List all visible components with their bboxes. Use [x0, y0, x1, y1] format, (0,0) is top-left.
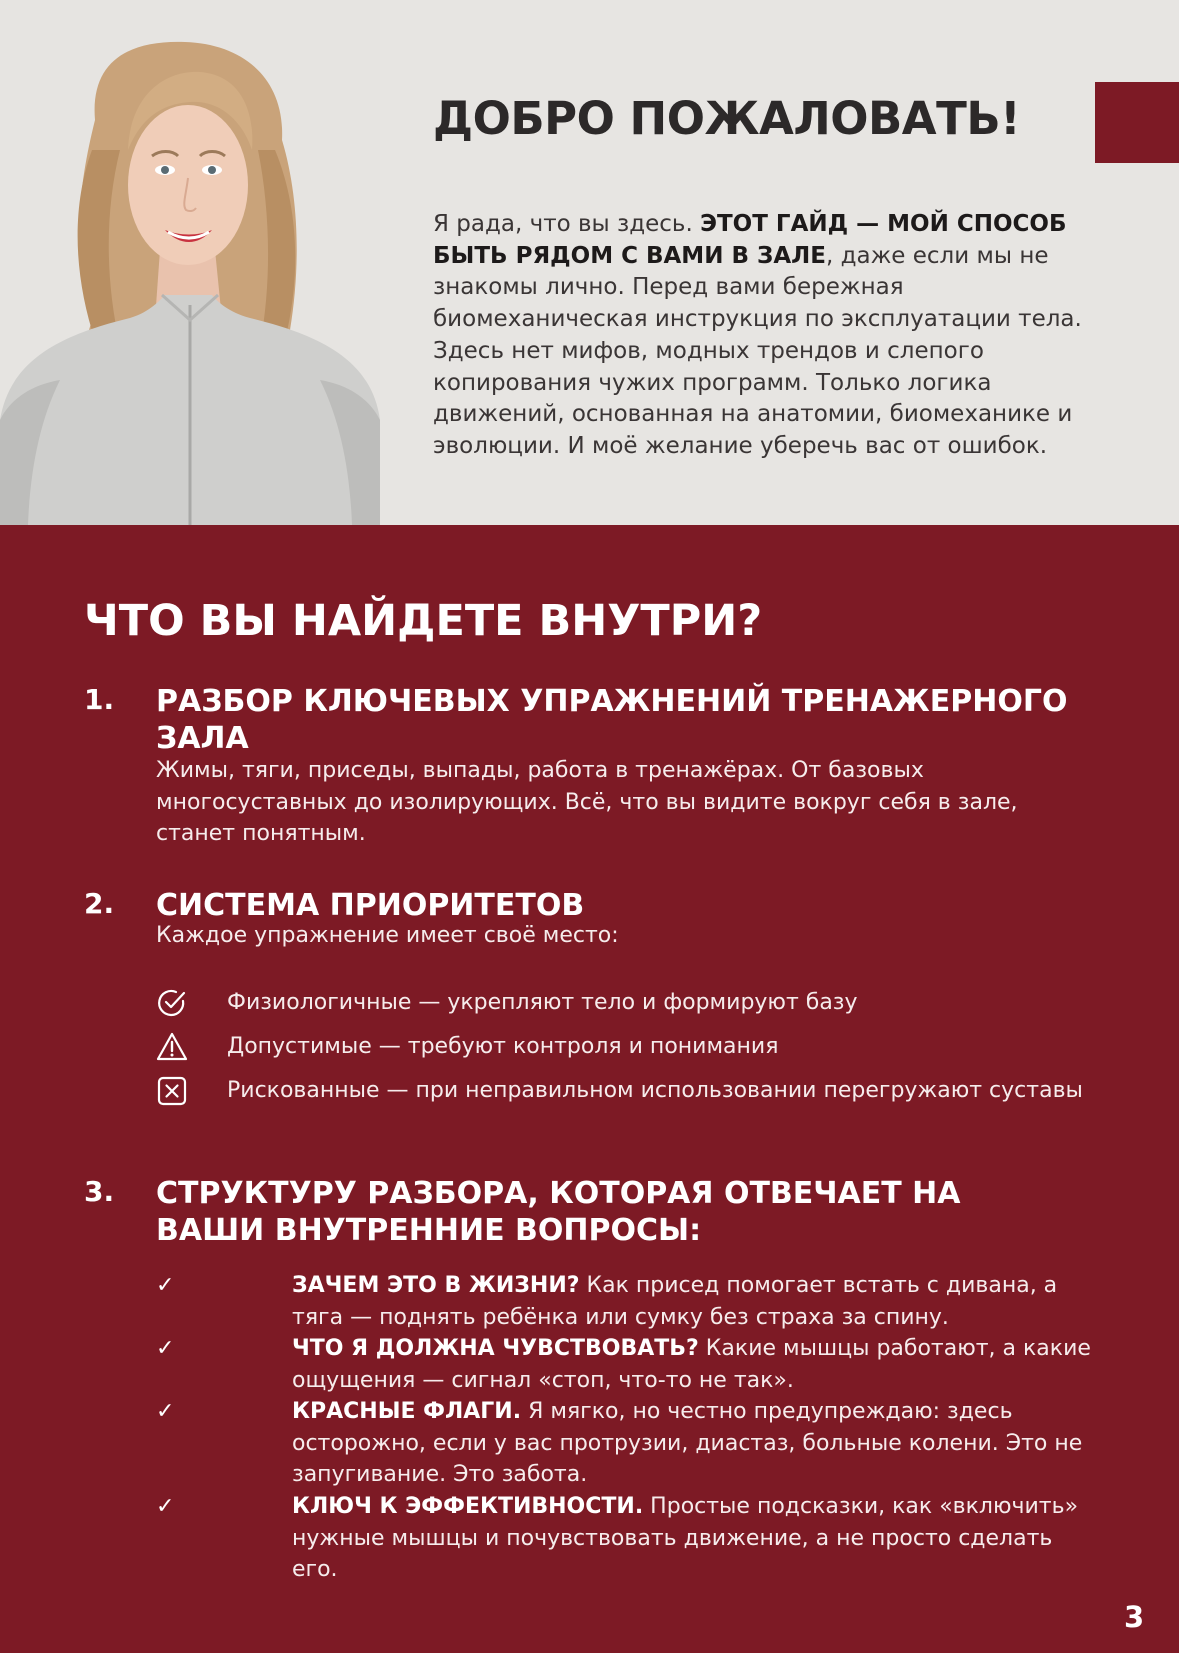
section-text: Каждое упражнение имеет своё место:: [156, 923, 619, 948]
check-circle-icon: [156, 987, 188, 1019]
question-label: КРАСНЫЕ ФЛАГИ.: [292, 1399, 522, 1424]
welcome-title: ДОБРО ПОЖАЛОВАТЬ!: [433, 92, 1021, 145]
question-label: ЗАЧЕМ ЭТО В ЖИЗНИ?: [292, 1273, 580, 1298]
question-body: Простые подсказки, как «включить» нужные мышцы и почувствовать движение, а не просто сделать его.: [292, 1494, 1079, 1583]
welcome-section: [0, 0, 1179, 525]
question-label: ЧТО Я ДОЛЖНА ЧУВСТВОВАТЬ?: [292, 1336, 699, 1361]
section-number: 2.: [84, 887, 115, 920]
accent-block: [1095, 82, 1179, 163]
question-text: [292, 1396, 1092, 1491]
intro-plain: Я рада, что вы здесь.: [433, 211, 701, 237]
inside-title: ЧТО ВЫ НАЙДЕТЕ ВНУТРИ?: [84, 596, 763, 646]
question-label: КЛЮЧ К ЭФФЕКТИВНОСТИ.: [292, 1494, 644, 1519]
question-text: [292, 1491, 1092, 1586]
intro-bold: ЭТОТ ГАЙД — МОЙ СПОСОБ БЫТЬ РЯДОМ С ВАМИ В ЗАЛЕ: [433, 211, 1067, 269]
section-heading: СИСТЕМА ПРИОРИТЕТОВ: [156, 888, 585, 923]
priority-text: Физиологичные — укрепляют тело и формируют базу: [227, 990, 858, 1015]
question-text: [292, 1270, 1092, 1333]
page-number: 3: [1124, 1600, 1145, 1634]
question-body: Я мягко, но честно предупреждаю: здесь осторожно, если у вас протрузии, диастаз, больные колени. Это не запугивание. Это забота.: [292, 1399, 1083, 1488]
section-number: 1.: [84, 683, 115, 716]
intro-rest: , даже если мы не знакомы лично. Перед вами бережная биомеханическая инструкция по эксплуатации тела. Здесь нет мифов, модных трендов и слепого копирования чужих программ. Только логика движений, основанная на анатомии, биомеханике и эволюции. И моё желание уберечь вас от ошибок.: [433, 242, 1082, 459]
check-icon: ✓: [156, 1336, 175, 1361]
section-heading: РАЗБОР КЛЮЧЕВЫХ УПРАЖНЕНИЙ ТРЕНАЖЕРНОГО ЗАЛА: [156, 684, 1068, 756]
priority-text: Рискованные — при неправильном использовании перегружают суставы: [227, 1078, 1083, 1103]
priority-text: Допустимые — требуют контроля и понимания: [227, 1034, 779, 1059]
section-number: 3.: [84, 1175, 115, 1208]
question-body: Как присед помогает встать с дивана, а тяга — поднять ребёнка или сумку без страха за спину.: [292, 1273, 1058, 1330]
question-text: [292, 1333, 1092, 1396]
author-photo: [0, 0, 380, 525]
section-text: Жимы, тяги, приседы, выпады, работа в тренажёрах. От базовых многосуставных до изолирующих. Всё, что вы видите вокруг себя в зале, станет понятным.: [156, 758, 1018, 847]
section-heading: СТРУКТУРУ РАЗБОРА, КОТОРАЯ ОТВЕЧАЕТ НА ВАШИ ВНУТРЕННИЕ ВОПРОСЫ:: [156, 1176, 961, 1248]
question-body: Какие мышцы работают, а какие ощущения — сигнал «стоп, что-то не так».: [292, 1336, 1091, 1393]
welcome-intro: [433, 209, 1113, 463]
x-square-icon: [156, 1075, 188, 1107]
check-icon: ✓: [156, 1273, 175, 1298]
warning-triangle-icon: [156, 1031, 188, 1063]
check-icon: ✓: [156, 1494, 175, 1519]
check-icon: ✓: [156, 1399, 175, 1424]
